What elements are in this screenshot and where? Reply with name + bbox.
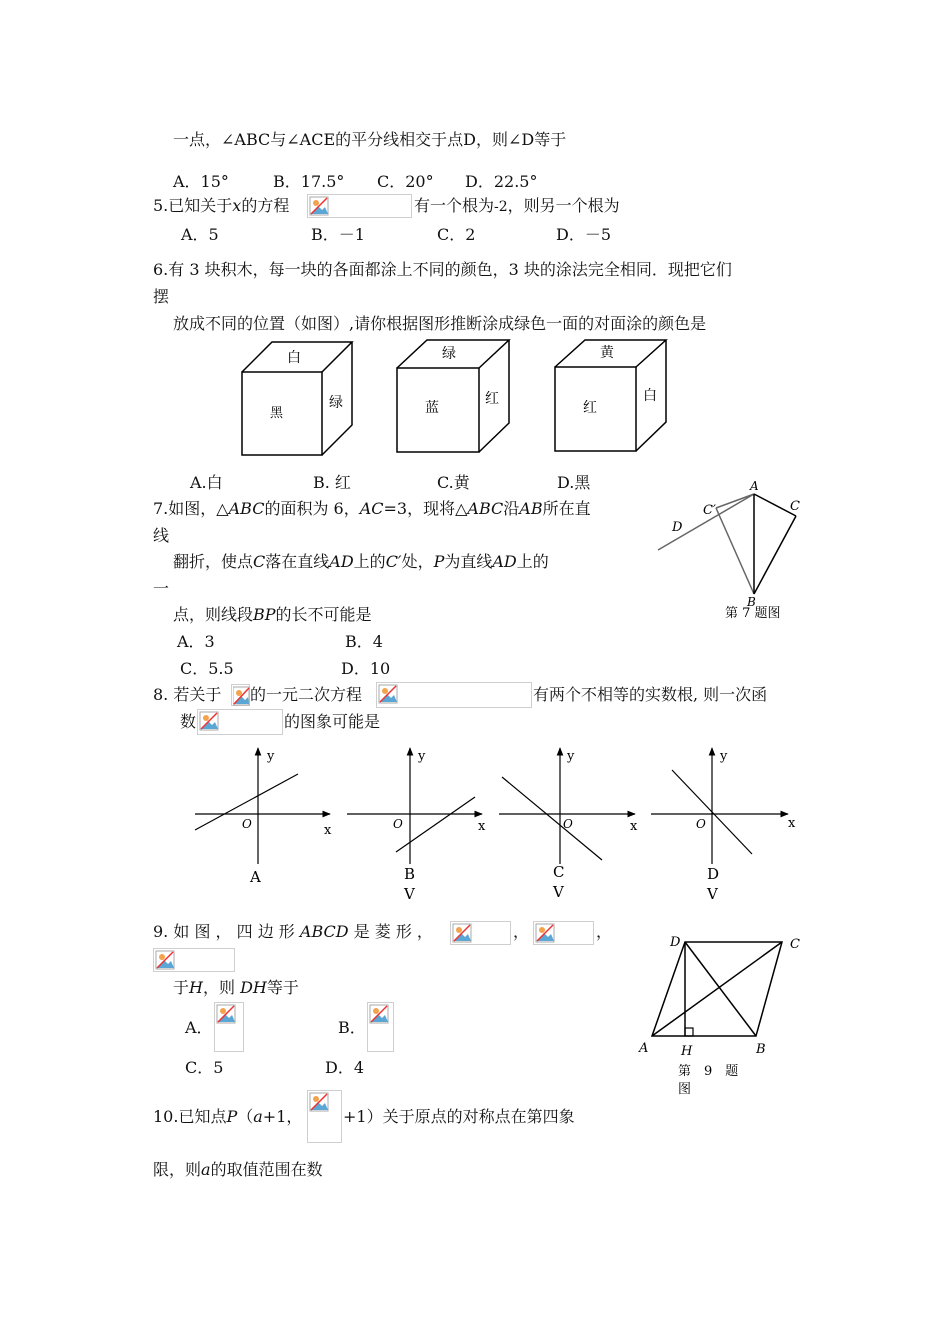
q7-label-b: B [747, 595, 756, 609]
q8-function-image [197, 709, 283, 735]
q9-line1: 9. 如 图 ， 四 边 形 ABCD 是 菱 形 ， [153, 922, 433, 941]
q9-option-b-image [367, 1002, 394, 1052]
graph-c-y: y [567, 749, 575, 764]
graph-d-y: y [720, 749, 728, 764]
q9-condition-image-1 [450, 921, 511, 945]
q6-option-b: B. 红 [313, 473, 351, 492]
q9-label-h: H [681, 1044, 693, 1059]
q7-line3: 点，则线段BP的长不可能是 [173, 605, 372, 624]
q9-caption-1: 第 9 题 [678, 1064, 739, 1079]
graph-c-x: x [630, 819, 638, 834]
graph-b-label-2: V [404, 885, 415, 903]
q10-coordinate-image [307, 1090, 342, 1143]
graph-b-label: B [404, 865, 416, 883]
q5-option-a: A．5 [181, 225, 219, 244]
broken-image-icon [216, 1004, 236, 1024]
broken-image-icon [369, 1004, 389, 1024]
q9-option-d: D．4 [325, 1058, 365, 1077]
q5-option-c: C．2 [437, 225, 476, 244]
q7-line2: 翻折，使点C落在直线AD上的C′处，P为直线AD上的 [173, 552, 549, 571]
q7-option-d: D．10 [341, 659, 391, 678]
graph-d-label-2: V [707, 885, 718, 903]
graph-a-y: y [267, 749, 275, 764]
q5-option-b: B．－1 [311, 225, 365, 244]
q7-caption: 第 7 题图 [725, 606, 781, 621]
broken-image-icon [378, 684, 398, 704]
broken-image-icon [309, 196, 329, 216]
graph-c [499, 748, 635, 864]
q8-line2-end: 的图象可能是 [284, 712, 381, 731]
q10-line2: 限，则a的取值范围在数 [153, 1160, 323, 1179]
graph-d [651, 748, 788, 864]
graph-a [195, 748, 330, 864]
q6-line1-wrap: 摆 [153, 287, 170, 306]
q7-line1: 7.如图，△ABC的面积为 6，AC=3，现将△ABC沿AB所在直 [153, 499, 591, 518]
q9-condition-image-2 [533, 921, 594, 945]
cube-2-side: 红 [485, 391, 499, 407]
q9-label-b: B [756, 1042, 766, 1057]
q9-sep-2: ， [596, 922, 613, 941]
q4-option-a: A．15° [173, 172, 229, 191]
graph-d-x: x [788, 816, 796, 831]
q8-line1-pre: 8. 若关于 [153, 685, 222, 704]
broken-image-icon [155, 950, 175, 970]
q5-equation-image [307, 194, 412, 218]
cube-1-top: 白 [287, 350, 301, 366]
q5-line: 5.已知关于x的方程 [153, 196, 290, 215]
broken-image-icon [535, 923, 555, 943]
q9-label-d: D [670, 935, 681, 950]
cube-1-side: 绿 [329, 395, 343, 411]
q7-label-d: D [672, 520, 683, 535]
graph-a-origin: O [242, 817, 252, 831]
broken-image-icon [309, 1092, 329, 1112]
q9-rhombus-figure [632, 930, 812, 1100]
q6-line2: 放成不同的位置（如图）,请你根据图形推断涂成绿色一面的对面涂的颜色是 [173, 314, 707, 333]
q9-label-c: C [790, 937, 800, 952]
graph-a-label: A [250, 868, 261, 886]
graph-c-origin: O [563, 817, 573, 831]
graph-b-x: x [478, 819, 486, 834]
q5-line-end: 有一个根为-2，则另一个根为 [414, 196, 620, 215]
q8-line2-pre: 数 [180, 712, 197, 731]
q9-option-a-image [214, 1002, 244, 1052]
graph-d-label: D [707, 865, 720, 883]
q6-option-a: A.白 [190, 473, 223, 492]
q4-option-c: C．20° [377, 172, 434, 191]
q4-option-b: B．17.5° [273, 172, 345, 191]
cube-3-top: 黄 [600, 345, 614, 361]
q9-option-b: B． [338, 1018, 366, 1037]
graph-b-y: y [418, 749, 426, 764]
graph-d-origin: O [696, 817, 706, 831]
graph-b-origin: O [393, 817, 403, 831]
cube-2-front: 蓝 [425, 400, 439, 416]
q7-label-cprime: C′ [703, 503, 716, 518]
q6-line1: 6.有 3 块积木，每一块的各面都涂上不同的颜色，3 块的涂法完全相同．现把它们 [153, 260, 732, 279]
q7-option-a: A．3 [177, 632, 215, 651]
q6-option-d: D.黑 [557, 473, 591, 492]
q8-line1-mid: 的一元二次方程 [250, 685, 363, 704]
q7-line2-wrap: 一 [153, 579, 170, 598]
q4-option-d: D．22.5° [465, 172, 538, 191]
graph-b [347, 748, 482, 864]
broken-image-icon [452, 923, 472, 943]
q7-figure [650, 476, 810, 626]
q8-equation-image [376, 682, 532, 708]
graph-c-label: C [553, 863, 565, 881]
q8-graphs-figure [190, 742, 805, 907]
q9-sep-1: ， [513, 922, 530, 941]
q9-option-c: C．5 [185, 1058, 224, 1077]
cube-3-side: 白 [643, 388, 657, 404]
q9-condition-image-3 [153, 948, 235, 972]
q7-label-a: A [750, 479, 759, 493]
broken-image-icon [233, 686, 250, 706]
q7-option-b: B．4 [345, 632, 383, 651]
cube-1-front: 黑 [270, 406, 284, 421]
q8-var-image [231, 684, 250, 706]
q10-line1-end: +1）关于原点的对称点在第四象 [343, 1107, 575, 1126]
q7-label-c: C [790, 499, 800, 514]
graph-c-label-2: V [553, 883, 564, 901]
q6-cubes-figure [230, 335, 680, 460]
cube-3-front: 红 [583, 400, 597, 416]
q8-line1-end: 有两个不相等的实数根, 则一次函 [533, 685, 768, 704]
q4-line: 一点，∠ABC与∠ACE的平分线相交于点D，则∠D等于 [173, 130, 567, 149]
graph-a-x: x [324, 823, 332, 838]
q9-caption-2: 图 [678, 1082, 692, 1097]
q9-label-a: A [639, 1041, 649, 1056]
broken-image-icon [199, 711, 219, 731]
cube-2-top: 绿 [442, 346, 456, 362]
q6-option-c: C.黄 [437, 473, 470, 492]
q7-line1-wrap: 线 [153, 526, 170, 545]
q5-option-d: D．－5 [556, 225, 612, 244]
q7-option-c: C．5.5 [180, 659, 234, 678]
q9-option-a: A． [185, 1018, 213, 1037]
q10-line1-pre: 10.已知点P（a+1， [153, 1107, 303, 1126]
q9-line2: 于H，则 DH等于 [173, 978, 299, 997]
